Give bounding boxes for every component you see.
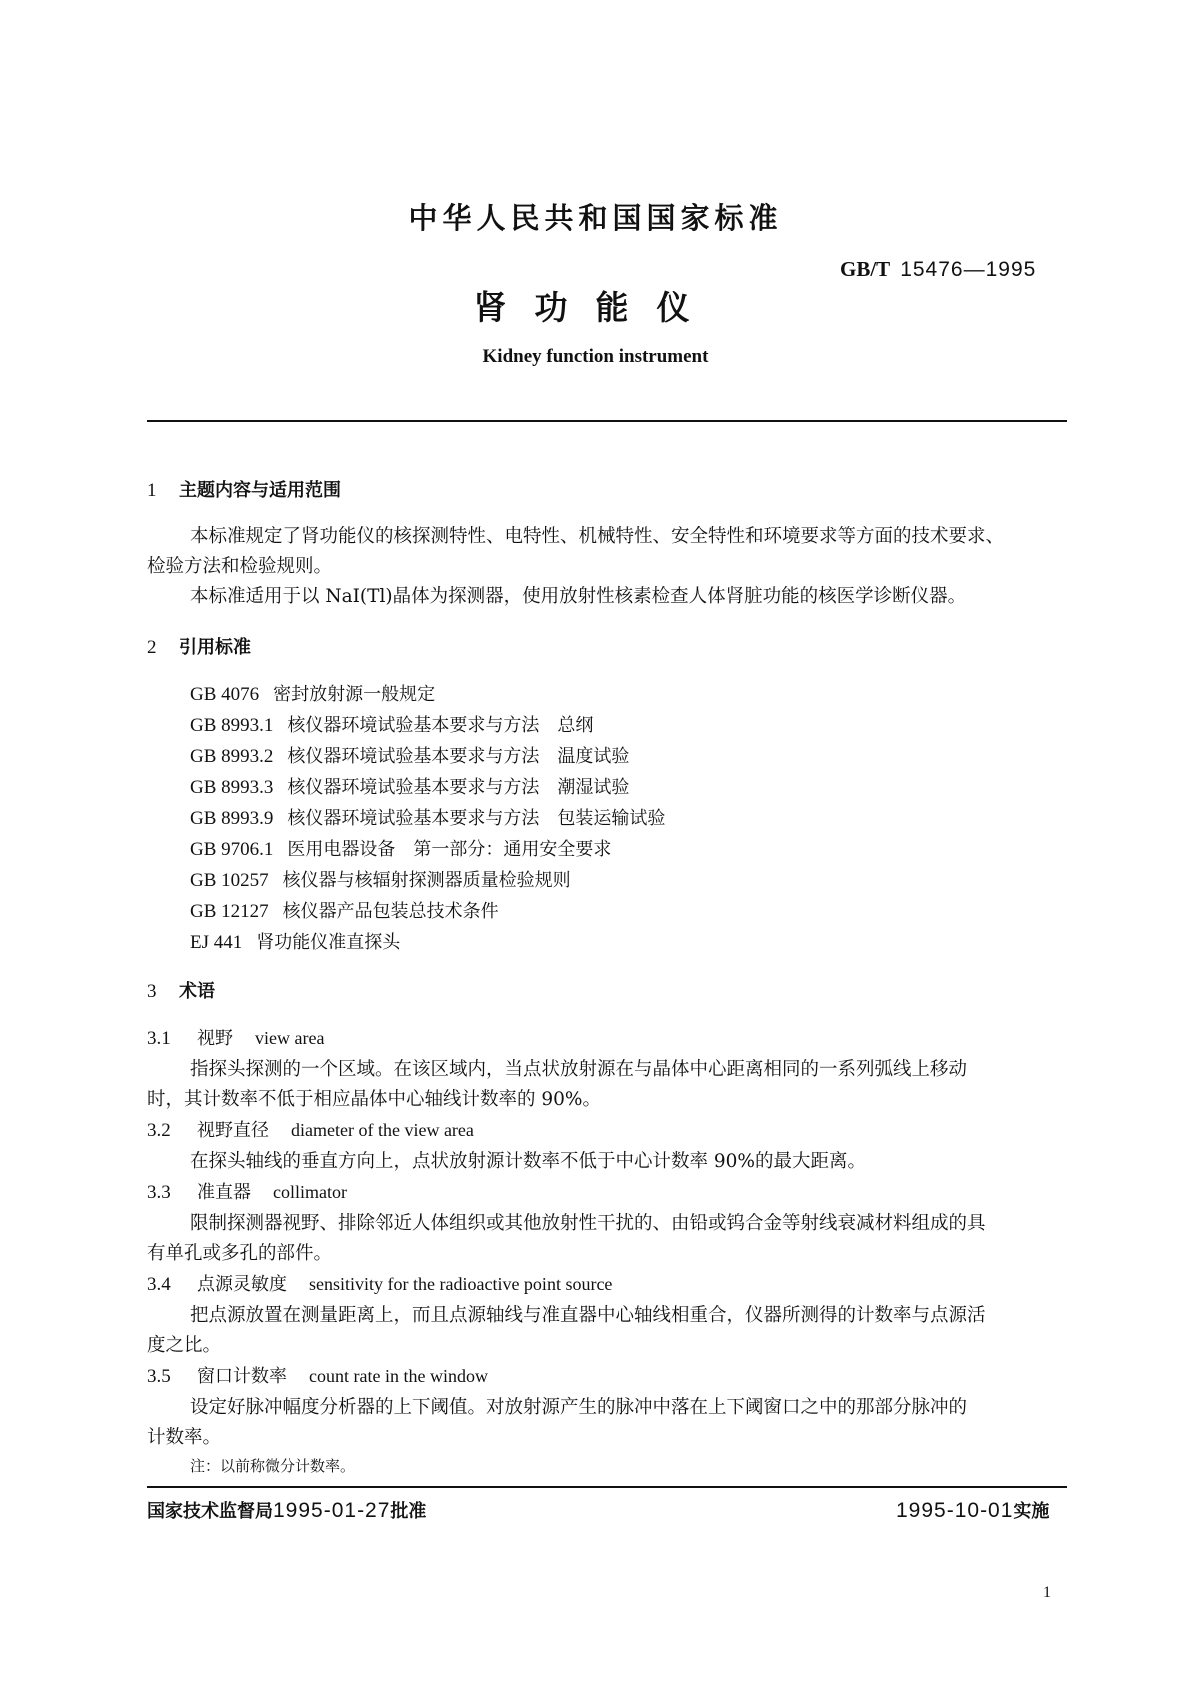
section-1-number: 1 [147,480,157,501]
standard-code [840,257,1036,282]
section-3-title: 术语 [179,981,215,1002]
reference-item [190,897,499,923]
term-number: 3.2 [147,1120,171,1141]
section-2-number: 2 [147,637,157,658]
term-definition-line: 把点源放置在测量距离上，而且点源轴线与准直器中心轴线相重合，仪器所测得的计数率与点源活 [190,1305,986,1326]
approval-line [147,1497,426,1523]
term-definition-line: 在探头轴线的垂直方向上，点状放射源计数率不低于中心计数率 90%的最大距离。 [190,1151,867,1172]
section-1-para1-line1: 本标准规定了肾功能仪的核探测特性、电特性、机械特性、安全特性和环境要求等方面的技术要求、 [190,526,1005,547]
term-definition-line: 计数率。 [147,1427,222,1448]
reference-title: 核仪器环境试验基本要求与方法 潮湿试验 [287,777,630,798]
reference-item [190,773,629,799]
term-en: sensitivity for the radioactive point source [309,1274,613,1294]
section-3-number: 3 [147,981,157,1002]
reference-title: 医用电器设备 第一部分：通用安全要求 [287,839,612,860]
term-number: 3.3 [147,1182,171,1203]
reference-code: GB 8993.2 [190,746,274,767]
term-definition-line: 限制探测器视野、排除邻近人体组织或其他放射性干扰的、由铅或钨合金等射线衰减材料组成的具 [190,1213,986,1234]
effective-date: 1995-10-01 [896,1499,1014,1522]
term-cn: 准直器 [197,1182,251,1203]
section-1-para2: 本标准适用于以 NaI(Tl)晶体为探测器，使用放射性核素检查人体肾脏功能的核医学诊断仪器。 [190,586,967,607]
term-en: diameter of the view area [291,1120,474,1140]
reference-title: 核仪器环境试验基本要求与方法 温度试验 [287,746,630,767]
reference-item [190,928,400,954]
term-cn: 视野 [197,1028,233,1049]
term-heading [147,1270,612,1296]
section-1-title: 主题内容与适用范围 [179,480,341,501]
term-heading [147,1178,347,1204]
reference-code: GB 9706.1 [190,839,274,860]
reference-item [190,804,665,830]
term-en: collimator [273,1182,347,1202]
term-definition-line: 时，其计数率不低于相应晶体中心轴线计数率的 90%。 [147,1089,602,1110]
reference-code: GB 12127 [190,901,269,922]
term-en: count rate in the window [309,1366,488,1386]
reference-title: 密封放射源一般规定 [273,684,436,705]
term-definition-line: 度之比。 [147,1335,222,1356]
approve-label: 批准 [390,1501,427,1522]
document-title-en: Kidney function instrument [482,346,709,367]
reference-item [190,680,435,706]
section-2-heading [147,633,251,659]
term-cn: 视野直径 [197,1120,269,1141]
reference-item [190,742,629,768]
section-2-title: 引用标准 [179,637,251,658]
term-cn: 点源灵敏度 [197,1274,287,1295]
effective-label: 实施 [1013,1501,1050,1522]
reference-title: 核仪器环境试验基本要求与方法 包装运输试验 [287,808,666,829]
reference-code: EJ 441 [190,932,243,953]
reference-code: GB 8993.3 [190,777,274,798]
issuer: 国家技术监督局 [147,1501,273,1522]
note: 注：以前称微分计数率。 [190,1457,356,1475]
section-1-heading [147,476,341,502]
reference-title: 核仪器与核辐射探测器质量检验规则 [282,870,571,891]
section-1-para1-line2: 检验方法和检验规则。 [147,556,333,577]
standard-code-prefix: GB/T [840,257,891,281]
reference-item [190,835,611,861]
document-title-cn: 肾功能仪 [473,288,718,327]
standard-code-number: 15476—1995 [900,258,1037,281]
effective-line [896,1497,1049,1523]
reference-title: 核仪器产品包装总技术条件 [282,901,499,922]
term-definition-line: 指探头探测的一个区域。在该区域内，当点状放射源在与晶体中心距离相同的一系列弧线上移动 [190,1059,968,1080]
reference-item [190,711,593,737]
term-heading [147,1116,474,1142]
reference-item [190,866,571,892]
approve-date: 1995-01-27 [273,1499,391,1522]
reference-code: GB 10257 [190,870,269,891]
term-number: 3.4 [147,1274,171,1295]
term-number: 3.1 [147,1028,171,1049]
term-en: view area [255,1028,325,1048]
reference-code: GB 4076 [190,684,260,705]
reference-title: 核仪器环境试验基本要求与方法 总纲 [287,715,594,736]
reference-title: 肾功能仪准直探头 [256,932,401,953]
term-definition-line: 设定好脉冲幅度分析器的上下阈值。对放射源产生的脉冲中落在上下阈窗口之中的那部分脉冲的 [190,1397,968,1418]
reference-code: GB 8993.1 [190,715,274,736]
top-divider [147,420,1067,422]
reference-code: GB 8993.9 [190,808,274,829]
section-3-heading [147,977,215,1003]
term-number: 3.5 [147,1366,171,1387]
bottom-divider [147,1486,1067,1488]
term-heading [147,1362,488,1388]
term-cn: 窗口计数率 [197,1366,287,1387]
term-definition-line: 有单孔或多孔的部件。 [147,1243,333,1264]
page-number: 1 [1043,1584,1051,1601]
national-standard-heading: 中华人民共和国国家标准 [408,201,783,235]
term-heading [147,1024,324,1050]
